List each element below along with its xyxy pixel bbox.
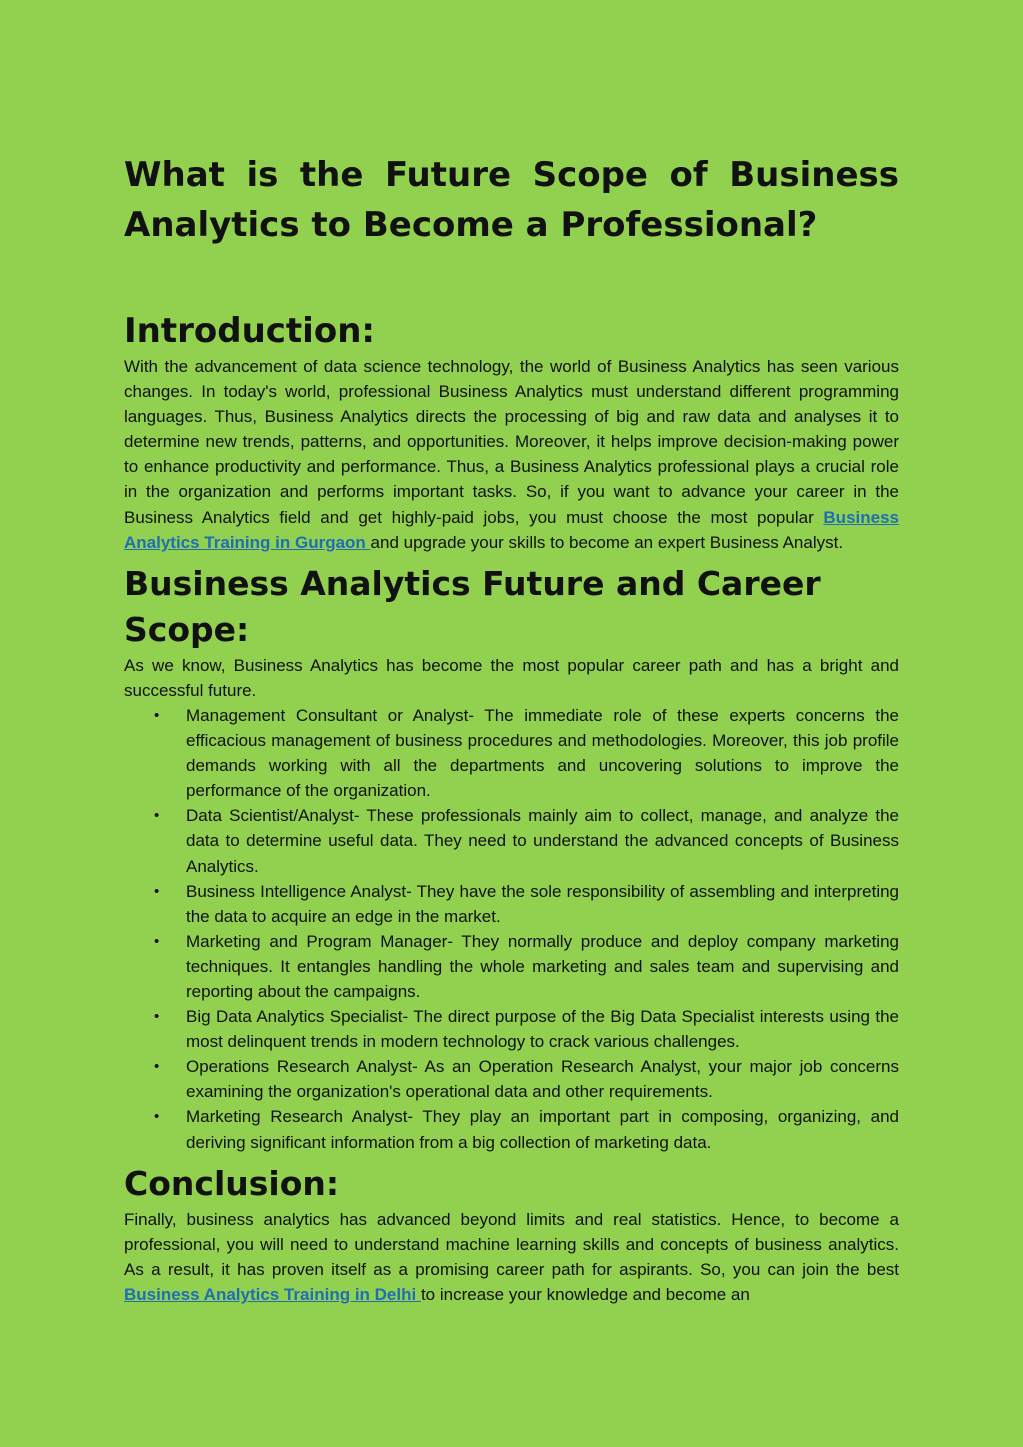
conclusion-text-end: to increase your knowledge and become an xyxy=(420,1284,750,1304)
document-content xyxy=(124,150,899,1307)
list-item xyxy=(154,803,899,878)
page-title-line-1: What is the Future Scope of Business xyxy=(124,155,899,195)
career-item-text: Marketing Research Analyst- They play an important part in composing, organizing, and deriving significant information from a big collection of marketing data. xyxy=(186,1107,899,1152)
career-item-text: Marketing and Program Manager- They normally produce and deploy company marketing techniques. It entangles handling the whole marketing and sales team and supervising and reporting about the campaigns. xyxy=(186,931,899,1001)
list-item xyxy=(154,929,899,1004)
career-item-text: Big Data Analytics Specialist- The direct purpose of the Big Data Specialist interests using the most delinquent trends in modern technology to crack various challenges. xyxy=(186,1007,899,1052)
page-title xyxy=(124,150,899,250)
conclusion-text: Finally, business analytics has advanced beyond limits and real statistics. Hence, to become a professional, you will need to understand machine learning skills and concepts of business analytics. As a result, it has proven itself as a promising career path for aspirants. So, you can join the best xyxy=(124,1209,899,1279)
list-item xyxy=(154,703,899,803)
delhi-training-link[interactable]: Business Analytics Training in Delhi xyxy=(124,1284,421,1304)
gurgaon-training-link[interactable]: Business Analytics Training in Gurgaon xyxy=(124,507,899,552)
conclusion-heading: Conclusion: xyxy=(124,1163,340,1203)
conclusion-paragraph xyxy=(124,1207,899,1307)
career-item-text: Operations Research Analyst- As an Operation Research Analyst, your major job concerns examining the organization's operational data and other requirements. xyxy=(186,1057,899,1102)
career-item-text: Business Intelligence Analyst- They have the sole responsibility of assembling and interpreting the data to acquire an edge in the market. xyxy=(186,881,899,926)
bullet-icon: • xyxy=(154,706,160,724)
career-scope-lead: As we know, Business Analytics has become the most popular career path and has a bright and successful future. xyxy=(124,655,899,700)
list-item xyxy=(154,1104,899,1154)
introduction-heading: Introduction: xyxy=(124,311,375,351)
introduction-text-end: and upgrade your skills to become an expert Business Analyst. xyxy=(370,532,844,552)
bullet-icon: • xyxy=(154,807,160,825)
bullet-icon: • xyxy=(154,1058,160,1076)
bullet-icon: • xyxy=(154,932,160,950)
bullet-icon: • xyxy=(154,1108,160,1126)
career-item-text: Data Scientist/Analyst- These professionals mainly aim to collect, manage, and analyze the data to determine useful data. They need to understand the advanced concepts of Business Analytics. xyxy=(186,806,899,876)
list-item xyxy=(154,1054,899,1104)
bullet-icon: • xyxy=(154,882,160,900)
bullet-icon: • xyxy=(154,1008,160,1026)
career-list xyxy=(124,703,899,1155)
introduction-text: With the advancement of data science technology, the world of Business Analytics has seen various changes. In today's world, professional Business Analytics must understand different programming languages. Thus, Business Analytics directs the processing of big and raw data and analyses it to determine new trends, patterns, and opportunities. Moreover, it helps improve decision-making power to enhance productivity and performance. Thus, a Business Analytics professional plays a crucial role in the organization and performs important tasks. So, if you want to advance your career in the Business Analytics field and get highly-paid jobs, you must choose the most popular xyxy=(124,357,899,527)
page-title-line-2: Analytics to Become a Professional? xyxy=(124,205,818,245)
career-item-text: Management Consultant or Analyst- The immediate role of these experts concerns the efficacious management of business procedures and methodologies. Moreover, this job profile demands working with all the departments and uncovering solutions to improve the performance of the organization. xyxy=(186,705,899,801)
career-scope-heading: Business Analytics Future and Career Scope: xyxy=(124,563,821,649)
list-item xyxy=(154,1004,899,1054)
introduction-paragraph xyxy=(124,354,899,555)
list-item xyxy=(154,879,899,929)
